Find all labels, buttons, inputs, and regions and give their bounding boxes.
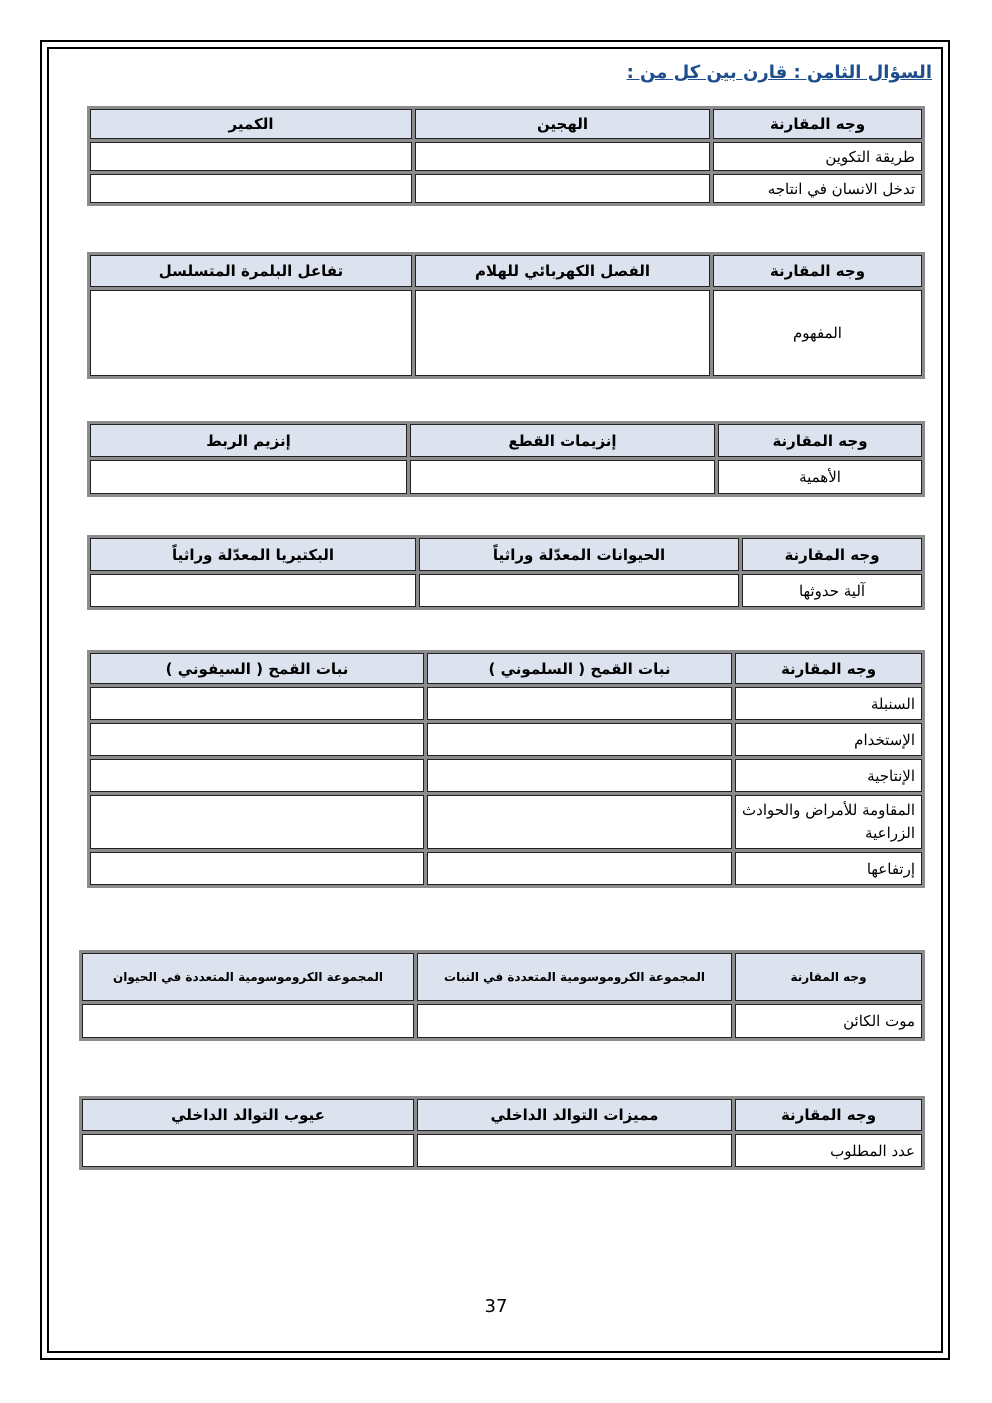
comparison-table-1 <box>87 106 925 206</box>
row-label: تدخل الانسان في انتاجه <box>713 174 922 203</box>
answer-cell[interactable] <box>427 759 732 792</box>
answer-cell[interactable] <box>90 852 424 885</box>
header-column-2: عيوب التوالد الداخلي <box>82 1099 414 1131</box>
header-aspect: وجه المقارنة <box>718 424 922 457</box>
table-row <box>90 759 922 792</box>
row-label: الأهمية <box>718 460 922 494</box>
page-number: 37 <box>484 1296 508 1317</box>
answer-cell[interactable] <box>90 795 424 849</box>
table-row <box>90 795 922 849</box>
answer-cell[interactable] <box>427 795 732 849</box>
row-label: المفهوم <box>713 290 922 376</box>
header-column-1: نبات القمح ( السلموني ) <box>427 653 732 684</box>
answer-cell[interactable] <box>82 1134 414 1167</box>
header-aspect: وجه المقارنة <box>735 953 922 1001</box>
answer-cell[interactable] <box>90 174 412 203</box>
answer-cell[interactable] <box>82 1004 414 1038</box>
answer-cell[interactable] <box>427 687 732 720</box>
header-aspect: وجه المقارنة <box>735 653 922 684</box>
row-label: طريقة التكوين <box>713 142 922 171</box>
comparison-table-4 <box>87 535 925 610</box>
table-row <box>90 142 922 171</box>
comparison-table-7 <box>79 1096 925 1170</box>
answer-cell[interactable] <box>90 759 424 792</box>
header-column-2: تفاعل البلمرة المتسلسل <box>90 255 412 287</box>
question-title: السؤال الثامن : قارن بين كل من : <box>626 62 932 83</box>
header-aspect: وجه المقارنة <box>713 109 922 139</box>
header-column-2: المجموعة الكروموسومية المتعددة في الحيوان <box>82 953 414 1001</box>
header-column-1: الحيوانات المعدّلة وراثياً <box>419 538 739 571</box>
table-row <box>90 574 922 607</box>
row-label: الإستخدام <box>735 723 922 756</box>
row-label: موت الكائن <box>735 1004 922 1038</box>
header-column-1: الفصل الكهربائي للهلام <box>415 255 710 287</box>
answer-cell[interactable] <box>415 174 710 203</box>
header-column-1: المجموعة الكروموسومية المتعددة في النبات <box>417 953 732 1001</box>
answer-cell[interactable] <box>415 290 710 376</box>
comparison-table-6 <box>79 950 925 1041</box>
row-label: السنبلة <box>735 687 922 720</box>
comparison-table-5 <box>87 650 925 888</box>
header-aspect: وجه المقارنة <box>713 255 922 287</box>
table-row <box>90 723 922 756</box>
answer-cell[interactable] <box>90 290 412 376</box>
answer-cell[interactable] <box>90 687 424 720</box>
header-column-1: إنزيمات القطع <box>410 424 715 457</box>
table-row <box>90 290 922 376</box>
header-column-2: البكتيريا المعدّلة وراثياً <box>90 538 416 571</box>
header-column-1: الهجين <box>415 109 710 139</box>
comparison-table-2 <box>87 252 925 379</box>
answer-cell[interactable] <box>90 460 407 494</box>
answer-cell[interactable] <box>90 723 424 756</box>
table-row <box>82 1004 922 1038</box>
header-column-2: الكمير <box>90 109 412 139</box>
row-label: إرتفاعها <box>735 852 922 885</box>
answer-cell[interactable] <box>417 1004 732 1038</box>
header-column-2: نبات القمح ( السيفوني ) <box>90 653 424 684</box>
answer-cell[interactable] <box>417 1134 732 1167</box>
table-row <box>90 174 922 203</box>
answer-cell[interactable] <box>410 460 715 494</box>
answer-cell[interactable] <box>427 852 732 885</box>
answer-cell[interactable] <box>90 142 412 171</box>
header-aspect: وجه المقارنة <box>742 538 922 571</box>
comparison-table-3 <box>87 421 925 497</box>
answer-cell[interactable] <box>427 723 732 756</box>
table-row <box>90 460 922 494</box>
header-column-1: مميزات التوالد الداخلي <box>417 1099 732 1131</box>
row-label: المقاومة للأمراض والحوادث الزراعية <box>735 795 922 849</box>
answer-cell[interactable] <box>415 142 710 171</box>
table-row <box>82 1134 922 1167</box>
row-label: عدد المطلوب <box>735 1134 922 1167</box>
row-label: الإنتاجية <box>735 759 922 792</box>
table-row <box>90 687 922 720</box>
row-label: آلية حدوثها <box>742 574 922 607</box>
answer-cell[interactable] <box>419 574 739 607</box>
header-column-2: إنزيم الربط <box>90 424 407 457</box>
header-aspect: وجه المقارنة <box>735 1099 922 1131</box>
answer-cell[interactable] <box>90 574 416 607</box>
table-row <box>90 852 922 885</box>
